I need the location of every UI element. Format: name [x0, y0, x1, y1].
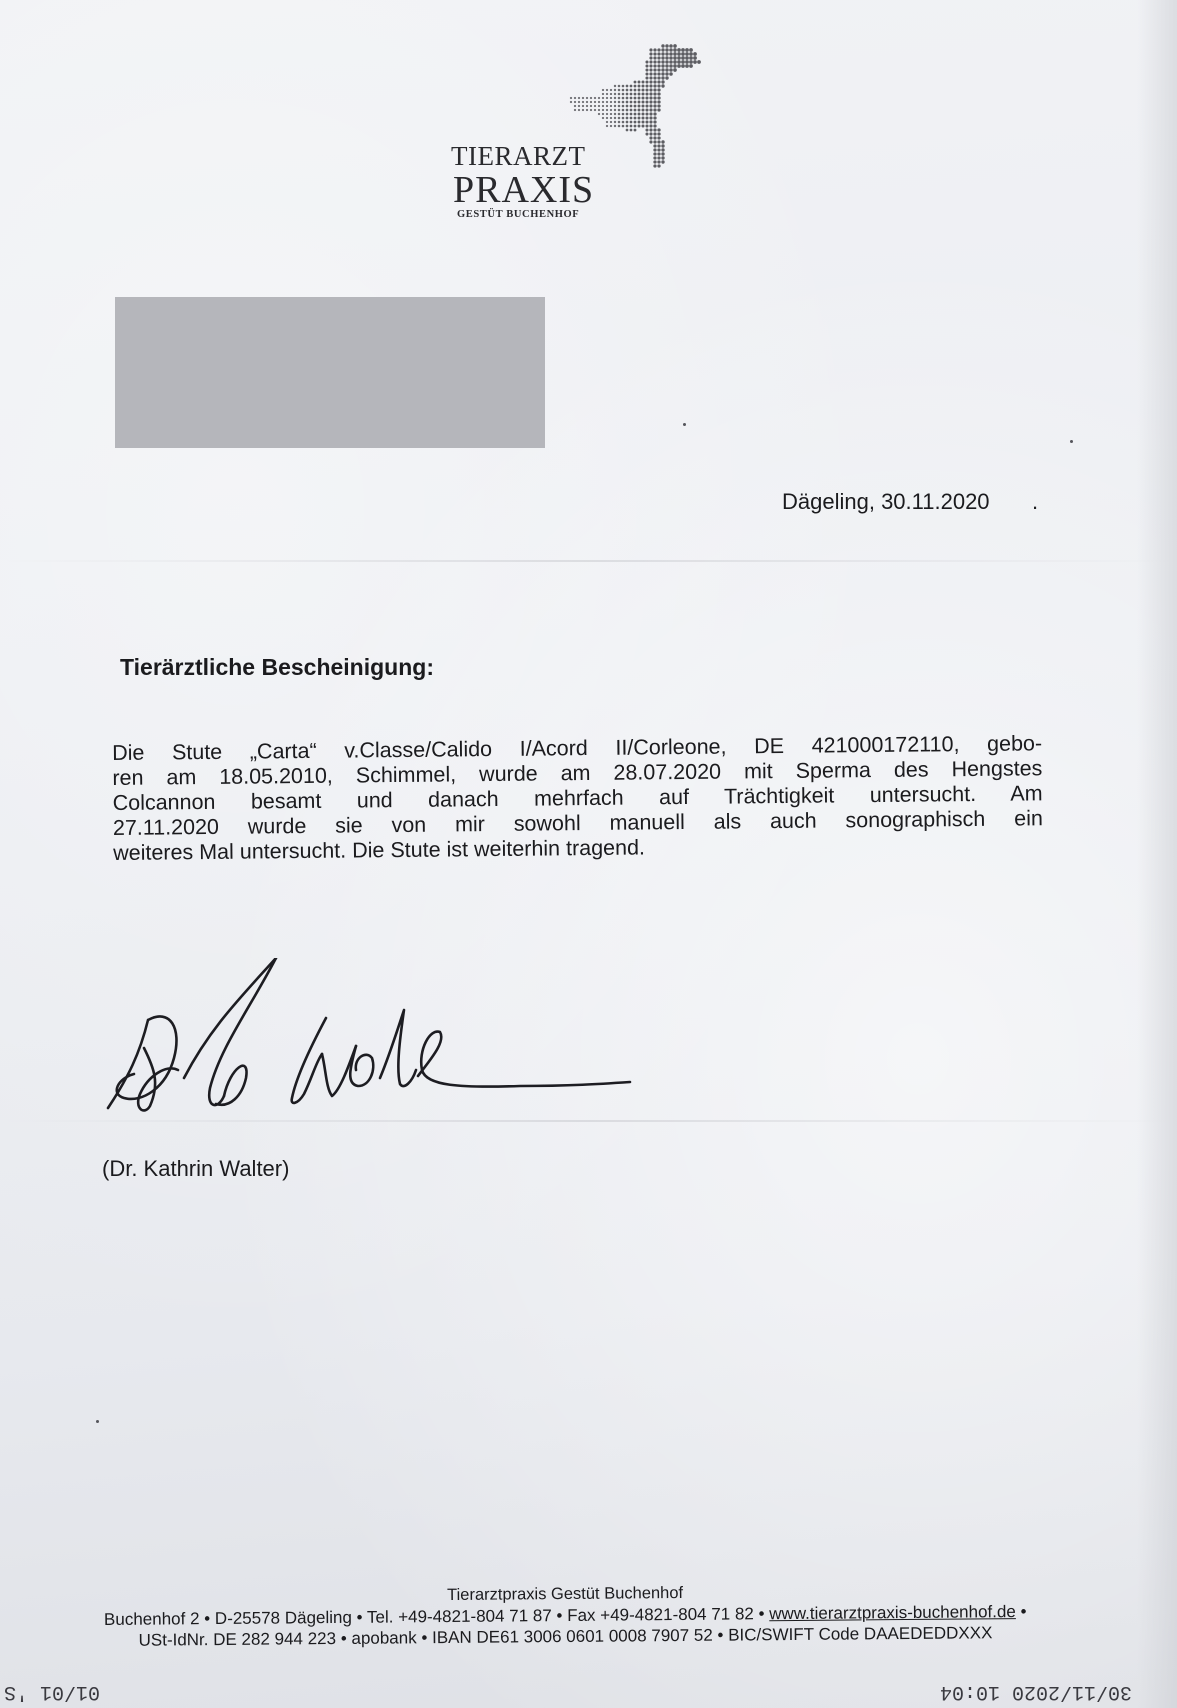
- certificate-body: [112, 731, 1043, 866]
- footer-separator: •: [1015, 1601, 1027, 1622]
- fax-page-count: 01/01 'S: [4, 1680, 101, 1703]
- paper-fold: [0, 560, 1177, 562]
- footer-website-link[interactable]: www.tierarztpraxis-buchenhof.de: [769, 1602, 1016, 1624]
- fax-timestamp: 30/11/2020 10:04: [940, 1680, 1133, 1703]
- logo-text-gestuet: GESTÜT BUCHENHOF: [457, 209, 580, 220]
- handwritten-signature: [100, 958, 700, 1128]
- page-edge-shadow: [1137, 0, 1177, 1708]
- fax-header-strip: [0, 1680, 1177, 1708]
- letterhead-footer: [10, 1579, 1121, 1652]
- footer-practice-name: Tierarztpraxis Gestüt Buchenhof: [447, 1583, 684, 1605]
- letter-date: Dägeling, 30.11.2020: [782, 489, 990, 514]
- logo-text-praxis: PRAXIS: [453, 169, 595, 211]
- body-line: ren am 18.05.2010, Schimmel, wurde am 28.07.2020 mit Sperma des Hengstes: [112, 756, 1043, 790]
- logo-text-tierarzt: TIERARZT: [451, 141, 586, 171]
- footer-address-phone-fax: Buchenhof 2 • D-25578 Dägeling • Tel. +49-4821-804 71 87 • Fax +49-4821-804 71 82 •: [103, 1604, 770, 1630]
- paper-speck: [683, 423, 686, 426]
- stray-mark: .: [1032, 489, 1039, 514]
- body-line: Die Stute „Carta“ v.Classe/Calido I/Acord II/Corleone, DE 421000172110, gebo-: [112, 731, 1043, 765]
- body-line: 27.11.2020 wurde sie von mir sowohl manuell als auch sonographisch ein: [112, 806, 1043, 840]
- body-line: weiteres Mal untersucht. Die Stute ist weiterhin tragend.: [113, 835, 646, 865]
- footer-bank-line: USt-IdNr. DE 282 944 223 • apobank • IBAN DE61 3006 0601 0008 7907 52 • BIC/SWIFT Code DAAEDEDDXXX: [138, 1623, 993, 1650]
- horse-icon: [563, 40, 713, 180]
- document-title: Tierärztliche Bescheinigung:: [120, 654, 434, 680]
- redacted-address-block: [115, 297, 545, 448]
- practice-logo: [445, 40, 715, 230]
- paper-speck: [1070, 440, 1073, 443]
- signer-name: (Dr. Kathrin Walter): [102, 1156, 290, 1181]
- paper-speck: [96, 1420, 99, 1423]
- body-line: Colcannon besamt und danach mehrfach auf Trächtigkeit untersucht. Am: [112, 781, 1043, 815]
